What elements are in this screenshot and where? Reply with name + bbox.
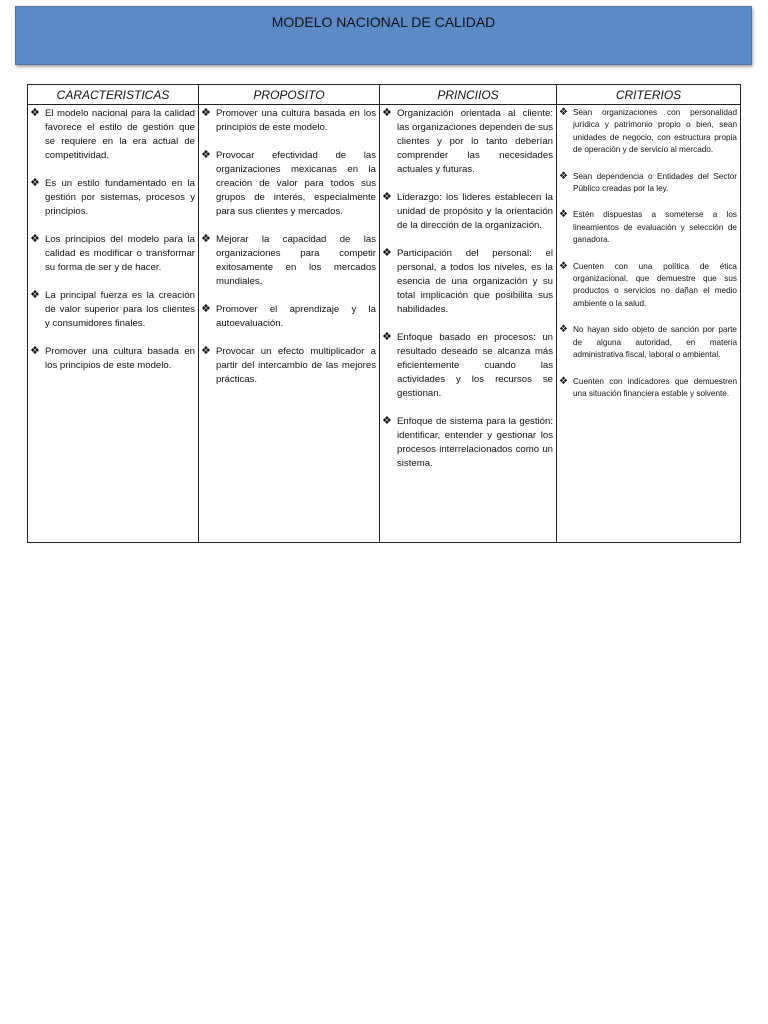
diamond-bullet-icon: ❖ — [201, 149, 211, 161]
diamond-bullet-icon: ❖ — [559, 324, 568, 336]
list-item: ❖ Mejorar la capacidad de las organizaciones para competir exitosamente en los mercados mundiales. — [201, 233, 376, 287]
list-item: ❖ Enfoque basado en procesos: un resultado deseado se alcanza más eficientemente cuando las actividades y los recursos se gestionan. — [382, 331, 553, 399]
diamond-bullet-icon: ❖ — [201, 233, 211, 245]
diamond-bullet-icon: ❖ — [201, 345, 211, 357]
criterios-list — [557, 105, 740, 416]
header-criterios: CRITERIOS — [557, 85, 741, 105]
list-item: ❖ El modelo nacional para la calidad favorece el estilo de gestión que se requiere en la era actual de competitividad. — [30, 107, 195, 161]
cell-proposito — [199, 105, 380, 543]
diamond-bullet-icon: ❖ — [201, 107, 211, 119]
header-proposito: PROPOSITO — [199, 85, 380, 105]
cell-caracteristicas — [28, 105, 199, 543]
table-body-row — [28, 105, 741, 543]
list-item: ❖ Estén dispuestas a someterse a los lineamientos de evaluación y selección de ganadora. — [559, 209, 737, 246]
table-header-row — [28, 85, 741, 105]
diamond-bullet-icon: ❖ — [382, 247, 392, 259]
list-item: ❖ No hayan sido objeto de sanción por parte de alguna autoridad, en materia administrativa fiscal, laboral o ambiental. — [559, 324, 737, 361]
diamond-bullet-icon: ❖ — [382, 191, 392, 203]
proposito-list — [199, 105, 379, 403]
header-principios: PRINCIIOS — [380, 85, 557, 105]
diamond-bullet-icon: ❖ — [30, 289, 40, 301]
list-item: ❖ Liderazgo: los lideres establecen la unidad de propósito y la orientación de la dirección de la organización. — [382, 191, 553, 231]
list-item: ❖ Es un estilo fundamentado en la gestión por sistemas, procesos y principios. — [30, 177, 195, 217]
list-item: ❖ Provocar un efecto multiplicador a partir del intercambio de las mejores prácticas. — [201, 345, 376, 385]
list-item: ❖ Promover el aprendizaje y la autoevaluación. — [201, 303, 376, 329]
diamond-bullet-icon: ❖ — [559, 209, 568, 221]
list-item: ❖ Provocar efectividad de las organizaciones mexicanas en la creación de valor para todos sus grupos de interés, especialmente para sus clientes y mercados. — [201, 149, 376, 217]
diamond-bullet-icon: ❖ — [30, 345, 40, 357]
list-item: ❖ Enfoque de sistema para la gestión: identificar, entender y gestionar los procesos interrelacionados como un sistema. — [382, 415, 553, 469]
principios-list — [380, 105, 556, 487]
title-banner — [15, 6, 752, 65]
list-item: ❖ Promover una cultura basada en los principios de este modelo. — [201, 107, 376, 133]
diamond-bullet-icon: ❖ — [559, 107, 568, 118]
diamond-bullet-icon: ❖ — [382, 415, 392, 427]
diamond-bullet-icon: ❖ — [30, 233, 40, 245]
diamond-bullet-icon: ❖ — [559, 260, 568, 272]
list-item: ❖ Promover una cultura basada en los principios de este modelo. — [30, 345, 195, 371]
list-item: ❖ La principal fuerza es la creación de valor superior para los clientes y consumidores finales. — [30, 289, 195, 329]
cell-criterios — [557, 105, 741, 543]
list-item: ❖ Cuenten con indicadores que demuestren una situación financiera estable y solvente. — [559, 376, 737, 401]
list-item: ❖ Organización orientada al cliente: las organizaciones dependen de sus clientes y por lo tanto deberían comprender las necesidades actuales y futuras. — [382, 107, 553, 175]
list-item: ❖ Sean organizaciones con personalidad jurídica y patrimonio propio o bien, sean unidades de negocio, con estructura propia de operación y de servicio al mercado. — [559, 107, 737, 157]
diamond-bullet-icon: ❖ — [559, 170, 568, 182]
diamond-bullet-icon: ❖ — [382, 107, 392, 119]
diamond-bullet-icon: ❖ — [30, 177, 40, 189]
diamond-bullet-icon: ❖ — [382, 331, 392, 343]
diamond-bullet-icon: ❖ — [201, 303, 211, 315]
header-caracteristicas: CARACTERISTICAS — [28, 85, 199, 105]
list-item: ❖ Sean dependencia o Entidades del Sector Público creadas por la ley. — [559, 171, 737, 196]
cell-principios — [380, 105, 557, 543]
caracteristicas-list — [28, 105, 198, 389]
list-item: ❖ Participación del personal: el personal, a todos los niveles, es la esencia de una organización y su total implicación que posibilita sus habilidades. — [382, 247, 553, 315]
list-item: ❖ Los principios del modelo para la calidad es modificar o transformar su forma de ser y de hacer. — [30, 233, 195, 273]
diamond-bullet-icon: ❖ — [30, 107, 40, 119]
quality-model-table — [27, 84, 741, 543]
diamond-bullet-icon: ❖ — [559, 375, 568, 387]
document-title: MODELO NACIONAL DE CALIDAD — [271, 14, 496, 30]
list-item: ❖ Cuenten con una política de ética organizacional, que demuestre que sus productos o servicios no dañan el medio ambiente o la salud. — [559, 261, 737, 311]
